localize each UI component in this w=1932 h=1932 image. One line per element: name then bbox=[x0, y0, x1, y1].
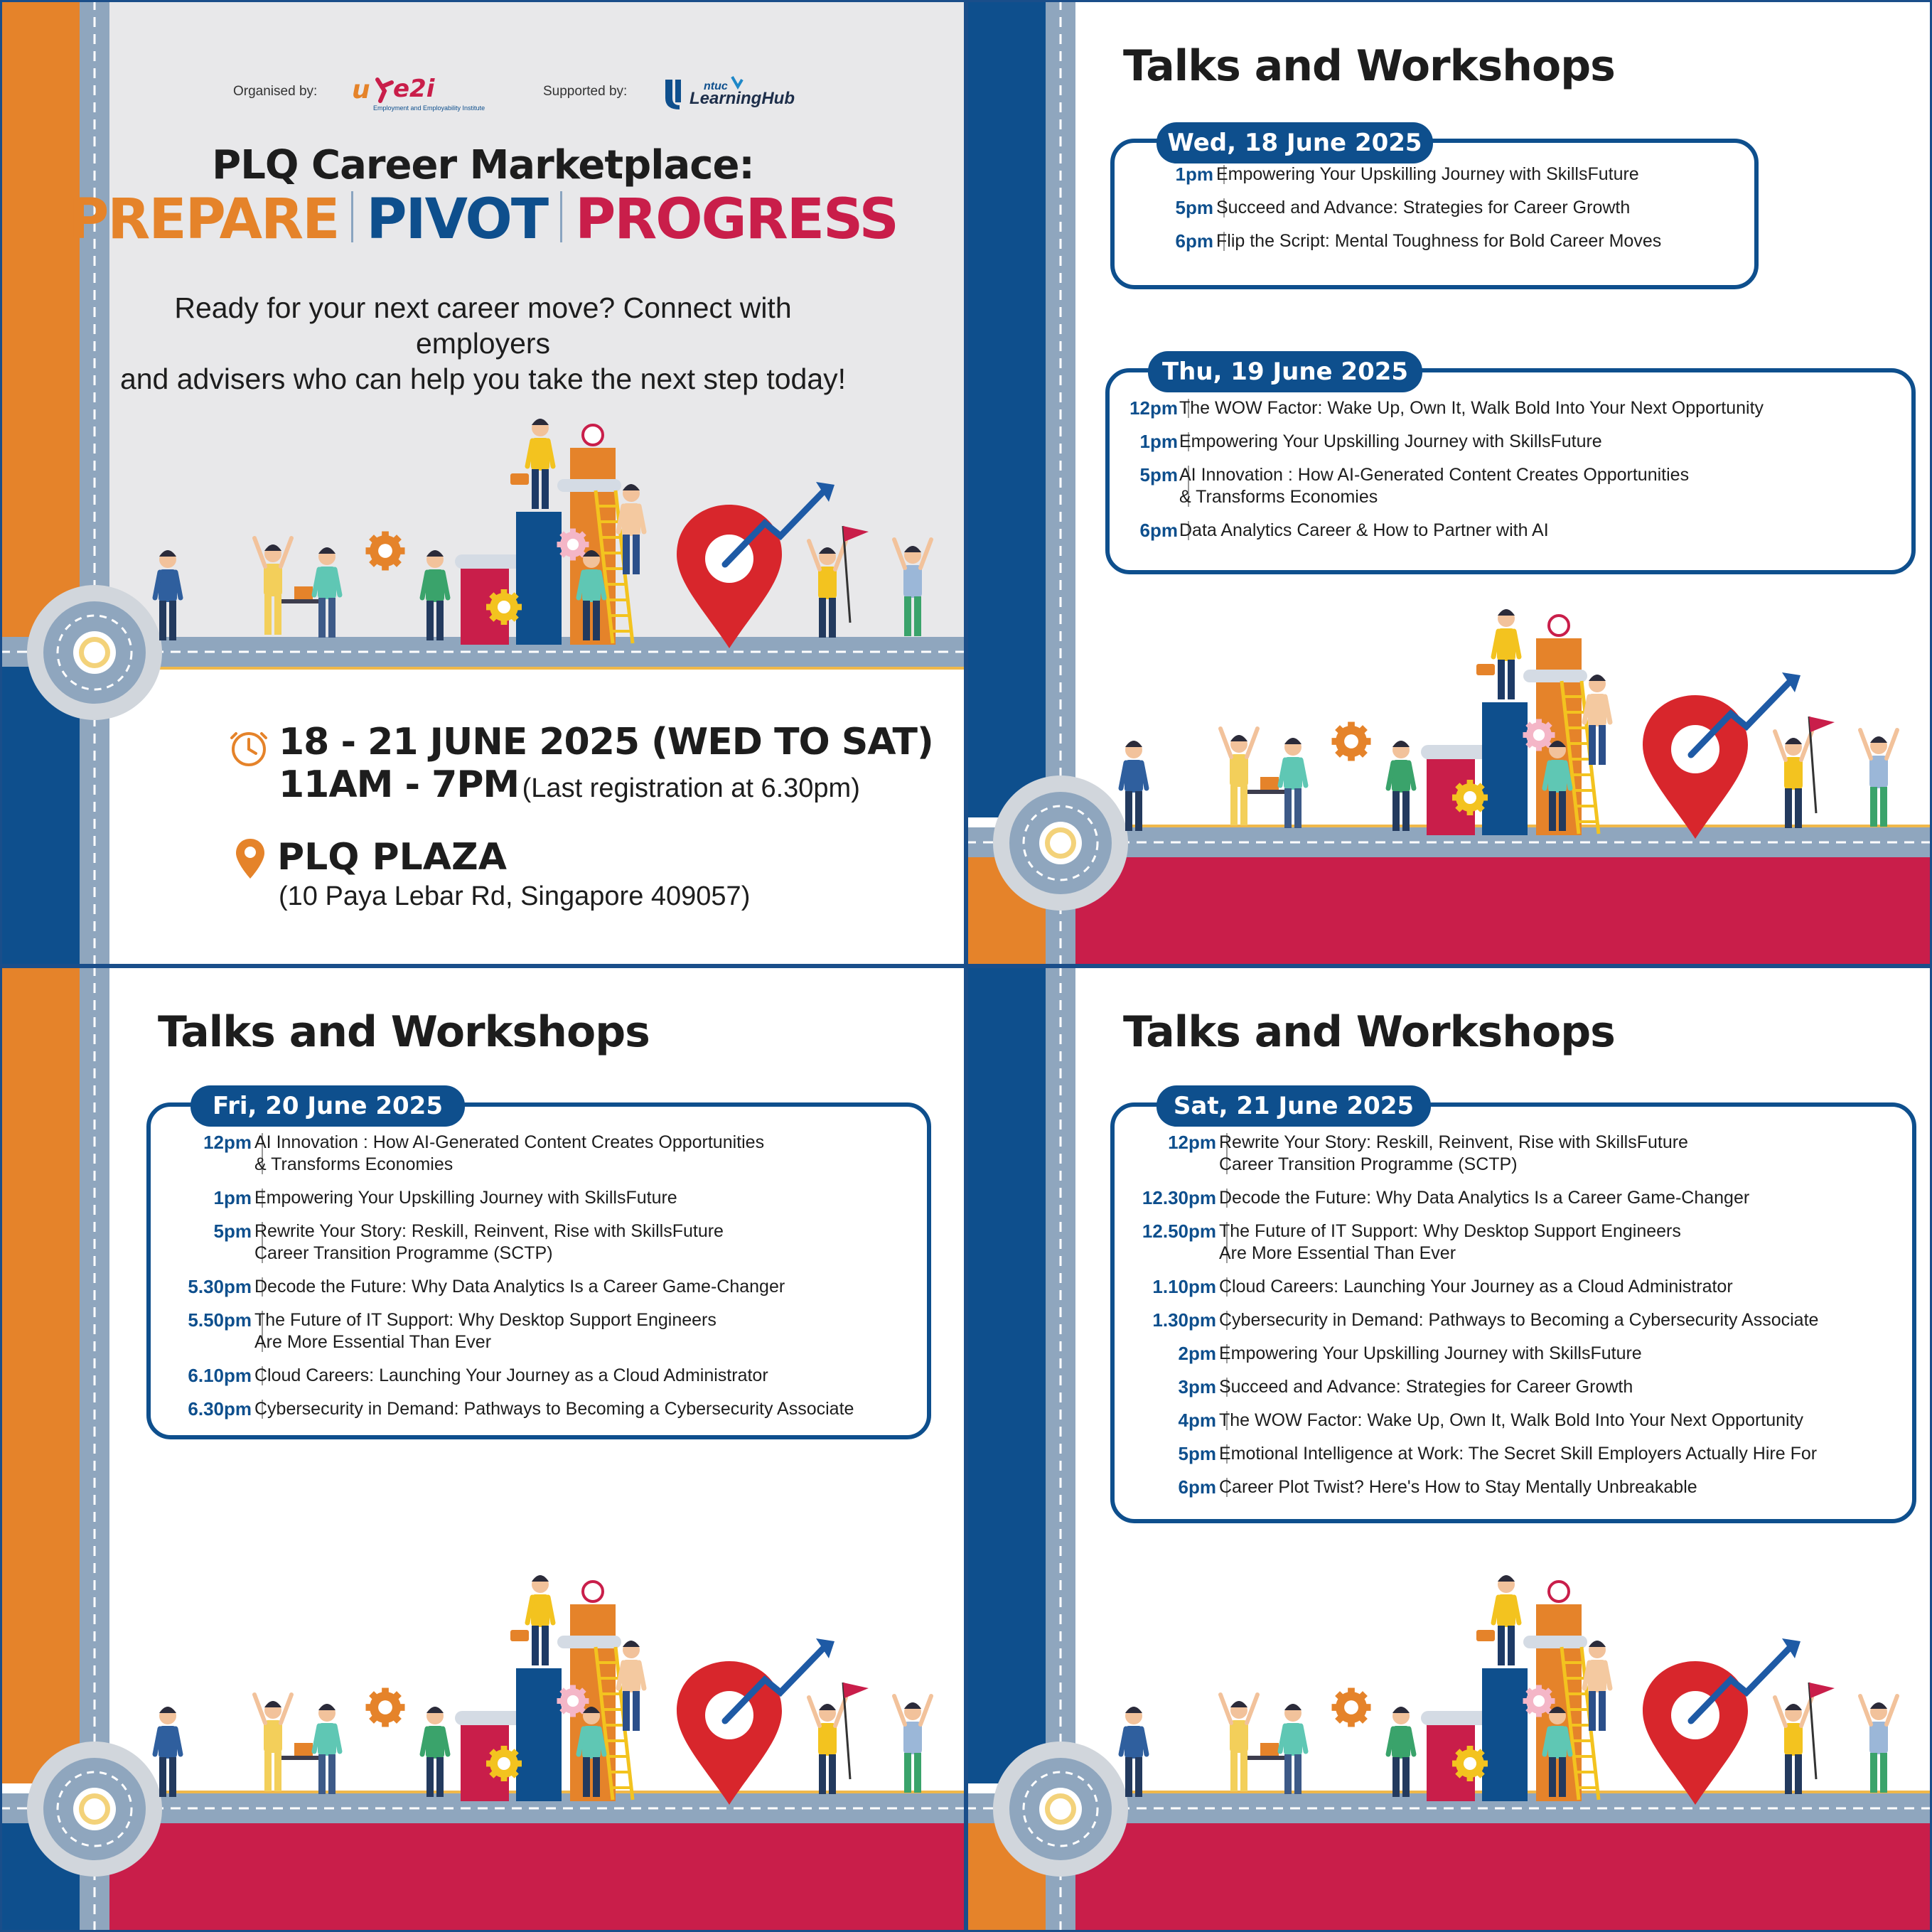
session-title-line: Cloud Careers: Launching Your Journey as a Cloud Administrator bbox=[254, 1365, 768, 1385]
session-title-line: Data Analytics Career & How to Partner with AI bbox=[1179, 520, 1549, 540]
session-row bbox=[171, 1132, 881, 1176]
session-time: 4pm bbox=[1178, 1410, 1216, 1431]
session-title bbox=[1216, 163, 1639, 186]
session-title bbox=[254, 1132, 764, 1176]
session-time: 1.10pm bbox=[1152, 1276, 1216, 1297]
session-time: 12pm bbox=[1168, 1132, 1216, 1153]
session-time: 6pm bbox=[1139, 520, 1178, 541]
event-date: 18 - 21 JUNE 2025 (WED TO SAT) bbox=[279, 721, 933, 763]
session-title bbox=[1219, 1187, 1749, 1209]
session-time: 12pm bbox=[203, 1132, 252, 1153]
intro-line: Ready for your next career move? Connect with employers bbox=[174, 291, 792, 360]
session-time: 6pm bbox=[1175, 230, 1213, 252]
session-time: 1.30pm bbox=[1152, 1309, 1216, 1331]
session-title-line: The Future of IT Support: Why Desktop Support Engineers bbox=[254, 1310, 717, 1330]
session-title bbox=[254, 1365, 768, 1387]
session-title-line: Empowering Your Upskilling Journey with SkillsFuture bbox=[1179, 431, 1602, 451]
session-time: 1pm bbox=[1139, 431, 1178, 452]
session-title-line: Cloud Careers: Launching Your Journey as a Cloud Administrator bbox=[1219, 1277, 1733, 1297]
session-title bbox=[1179, 431, 1602, 453]
talks-title: Talks and Workshops bbox=[158, 1007, 650, 1057]
svg-text:u: u bbox=[352, 75, 370, 104]
session-row bbox=[1118, 464, 1829, 508]
session-title-line: & Transforms Economies bbox=[1179, 487, 1378, 507]
session-row bbox=[1138, 1309, 1849, 1331]
session-row bbox=[1118, 431, 1829, 453]
session-time: 2pm bbox=[1178, 1343, 1216, 1364]
session-row bbox=[1138, 1476, 1849, 1498]
session-title-line: Are More Essential Than Ever bbox=[254, 1332, 492, 1352]
clock-icon bbox=[229, 728, 269, 768]
session-row bbox=[1137, 163, 1847, 186]
session-row bbox=[1138, 1410, 1849, 1432]
session-time: 5pm bbox=[1175, 197, 1213, 218]
panel-talks-fri bbox=[0, 966, 966, 1932]
session-row bbox=[171, 1187, 881, 1209]
session-time: 5pm bbox=[1139, 464, 1178, 485]
session-row bbox=[1138, 1132, 1849, 1176]
session-time: 6pm bbox=[1178, 1476, 1216, 1498]
session-row bbox=[1118, 397, 1829, 419]
session-title-line: The Future of IT Support: Why Desktop Support Engineers bbox=[1219, 1221, 1681, 1241]
tagline-prepare: PREPARE bbox=[68, 188, 339, 252]
session-title-line: Flip the Script: Mental Toughness for Bold Career Moves bbox=[1216, 231, 1662, 251]
session-title bbox=[254, 1187, 677, 1209]
session-title-line: Empowering Your Upskilling Journey with SkillsFuture bbox=[1219, 1343, 1642, 1363]
session-title-line: Rewrite Your Story: Reskill, Reinvent, Rise with SkillsFuture bbox=[1219, 1132, 1688, 1152]
session-title bbox=[254, 1398, 854, 1420]
svg-text:Employment and Employability I: Employment and Employability Institute bbox=[373, 104, 485, 112]
session-title-line: Decode the Future: Why Data Analytics Is a Career Game-Changer bbox=[1219, 1188, 1750, 1208]
session-title-line: Career Transition Programme (SCTP) bbox=[254, 1243, 553, 1263]
session-title bbox=[1219, 1343, 1642, 1365]
session-row bbox=[1138, 1443, 1849, 1465]
session-time: 12.50pm bbox=[1142, 1220, 1216, 1242]
session-row bbox=[171, 1220, 881, 1265]
session-row bbox=[1118, 520, 1829, 542]
session-time: 5.30pm bbox=[188, 1276, 252, 1297]
session-title-line: Career Plot Twist? Here's How to Stay Mentally Unbreakable bbox=[1219, 1477, 1697, 1497]
session-time: 6.30pm bbox=[188, 1398, 252, 1420]
event-time: 11AM - 7PM bbox=[279, 763, 520, 806]
svg-text:e2i: e2i bbox=[393, 75, 435, 103]
session-title bbox=[1219, 1410, 1803, 1432]
supported-by-label: Supported by: bbox=[543, 84, 628, 99]
session-title-line: Career Transition Programme (SCTP) bbox=[1219, 1154, 1518, 1174]
talks-title: Talks and Workshops bbox=[1123, 41, 1615, 91]
session-row bbox=[1138, 1376, 1849, 1398]
session-title-line: Succeed and Advance: Strategies for Career Growth bbox=[1219, 1377, 1633, 1397]
e2i-logo[interactable] bbox=[352, 71, 494, 114]
registration-note: (Last registration at 6.30pm) bbox=[522, 773, 860, 803]
session-title-line: Cybersecurity in Demand: Pathways to Becoming a Cybersecurity Associate bbox=[1219, 1310, 1819, 1330]
session-row bbox=[1137, 230, 1847, 252]
session-title bbox=[1219, 1309, 1818, 1331]
event-datetime bbox=[279, 721, 933, 815]
session-time: 12.30pm bbox=[1142, 1187, 1216, 1208]
session-title-line: & Transforms Economies bbox=[254, 1154, 454, 1174]
sponsor-logos bbox=[0, 71, 966, 114]
session-title bbox=[254, 1276, 785, 1298]
session-row bbox=[171, 1309, 881, 1353]
ntuc-learninghub-logo[interactable] bbox=[662, 74, 812, 111]
session-title-line: AI Innovation : How AI-Generated Content Creates Opportunities bbox=[254, 1132, 765, 1152]
session-title bbox=[1219, 1476, 1697, 1498]
session-time: 5pm bbox=[213, 1220, 252, 1242]
tagline-pivot: PIVOT bbox=[366, 188, 548, 252]
session-time: 1pm bbox=[1175, 163, 1213, 185]
session-title bbox=[1216, 230, 1661, 252]
day-date-label: Thu, 19 June 2025 bbox=[1148, 351, 1422, 392]
session-title bbox=[254, 1220, 724, 1265]
session-row bbox=[1138, 1220, 1849, 1265]
svg-text:ntuc: ntuc bbox=[704, 80, 728, 92]
session-title bbox=[1216, 197, 1630, 219]
panel-talks-sat bbox=[966, 966, 1932, 1932]
session-title-line: Empowering Your Upskilling Journey with SkillsFuture bbox=[1216, 164, 1639, 184]
session-title bbox=[1219, 1376, 1633, 1398]
session-row bbox=[171, 1276, 881, 1298]
session-title-line: Decode the Future: Why Data Analytics Is a Career Game-Changer bbox=[254, 1277, 785, 1297]
tagline-divider bbox=[351, 191, 353, 242]
session-title bbox=[1219, 1132, 1688, 1176]
session-title bbox=[1179, 397, 1764, 419]
session-time: 6.10pm bbox=[188, 1365, 252, 1386]
venue-name: PLQ PLAZA bbox=[277, 836, 507, 879]
session-row bbox=[1138, 1276, 1849, 1298]
session-title bbox=[1179, 520, 1549, 542]
event-tagline bbox=[0, 188, 966, 252]
venue-address: (10 Paya Lebar Rd, Singapore 409057) bbox=[279, 881, 751, 911]
event-time-row bbox=[279, 763, 918, 815]
session-title-line: Empowering Your Upskilling Journey with SkillsFuture bbox=[254, 1188, 677, 1208]
session-time: 5.50pm bbox=[188, 1309, 252, 1331]
session-row bbox=[1137, 197, 1847, 219]
day-date-label: Wed, 18 June 2025 bbox=[1156, 122, 1433, 163]
session-time: 3pm bbox=[1178, 1376, 1216, 1397]
panel-cover bbox=[0, 0, 966, 966]
session-row bbox=[1138, 1343, 1849, 1365]
session-time: 1pm bbox=[213, 1187, 252, 1208]
location-pin-icon bbox=[235, 837, 266, 880]
panel-talks-wed-thu bbox=[966, 0, 1932, 966]
session-title bbox=[254, 1309, 717, 1353]
talks-title: Talks and Workshops bbox=[1123, 1007, 1615, 1057]
event-title: PLQ Career Marketplace: bbox=[212, 142, 754, 188]
session-row bbox=[1138, 1187, 1849, 1209]
intro-text bbox=[107, 290, 859, 397]
session-title-line: Cybersecurity in Demand: Pathways to Becoming a Cybersecurity Associate bbox=[254, 1399, 854, 1419]
session-row bbox=[171, 1365, 881, 1387]
tagline-progress: PROGRESS bbox=[575, 188, 898, 252]
tagline-divider bbox=[560, 191, 562, 242]
session-time: 12pm bbox=[1129, 397, 1178, 419]
day-date-label: Sat, 21 June 2025 bbox=[1156, 1085, 1431, 1127]
organised-by-label: Organised by: bbox=[233, 84, 318, 99]
session-title-line: The WOW Factor: Wake Up, Own It, Walk Bold Into Your Next Opportunity bbox=[1219, 1410, 1804, 1430]
session-title bbox=[1219, 1276, 1733, 1298]
session-title-line: Rewrite Your Story: Reskill, Reinvent, Rise with SkillsFuture bbox=[254, 1221, 724, 1241]
session-title-line: Succeed and Advance: Strategies for Career Growth bbox=[1216, 198, 1631, 218]
session-title bbox=[1219, 1220, 1681, 1265]
session-title-line: Emotional Intelligence at Work: The Secret Skill Employers Actually Hire For bbox=[1219, 1444, 1818, 1464]
svg-text:LearningHub: LearningHub bbox=[689, 89, 795, 108]
session-title-line: AI Innovation : How AI-Generated Content Creates Opportunities bbox=[1179, 465, 1690, 485]
session-title bbox=[1219, 1443, 1817, 1465]
session-time: 5pm bbox=[1178, 1443, 1216, 1464]
session-row bbox=[171, 1398, 881, 1420]
intro-line: and advisers who can help you take the next step today! bbox=[119, 363, 847, 395]
session-title-line: Are More Essential Than Ever bbox=[1219, 1243, 1456, 1263]
day-date-label: Fri, 20 June 2025 bbox=[190, 1085, 465, 1127]
session-title-line: The WOW Factor: Wake Up, Own It, Walk Bold Into Your Next Opportunity bbox=[1179, 398, 1764, 418]
session-title bbox=[1179, 464, 1689, 508]
